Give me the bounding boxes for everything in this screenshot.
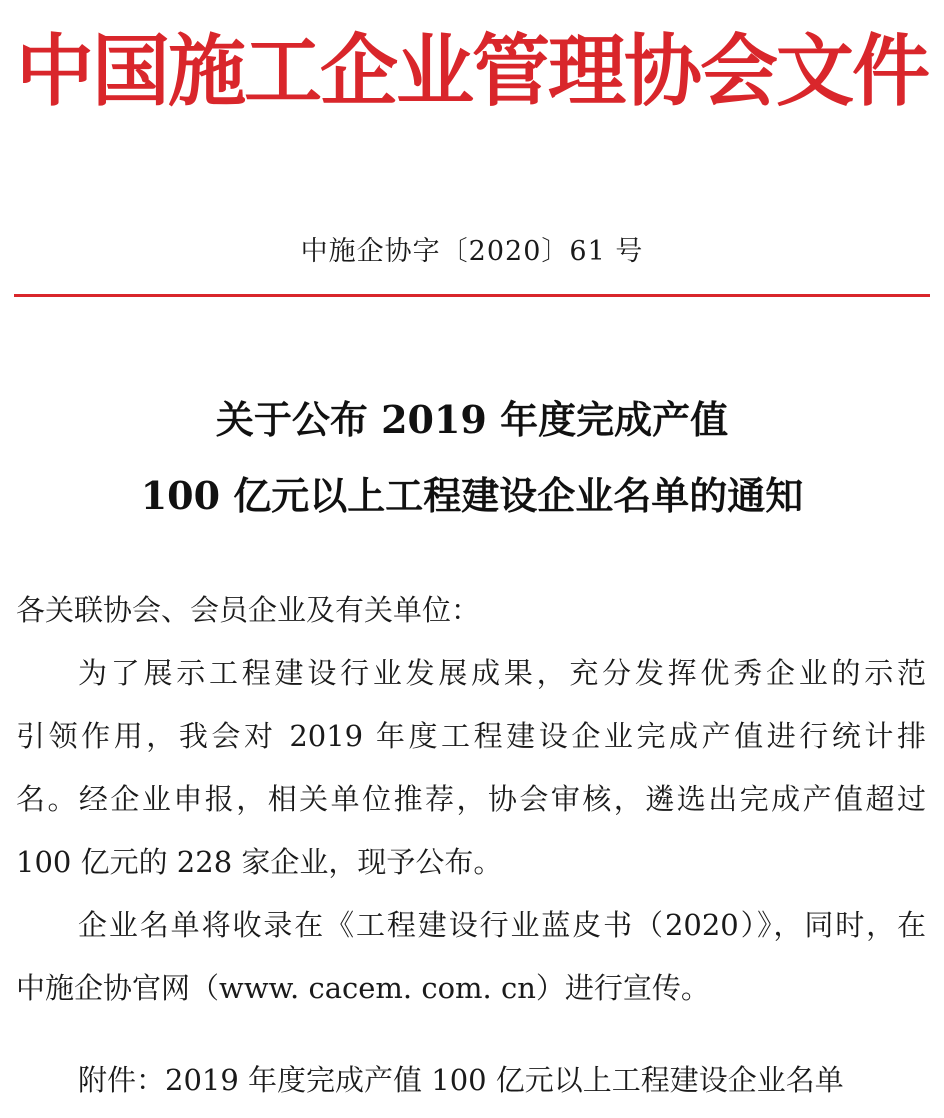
- paragraph-1-line: 名。经企业申报，相关单位推荐，协会审核，遴选出完成产值超过: [16, 782, 926, 816]
- notice-title-line-2: 100 亿元以上工程建设企业名单的通知: [140, 473, 804, 518]
- attachment-line: 附件：2019 年度完成产值 100 亿元以上工程建设企业名单: [78, 1063, 844, 1097]
- paragraph-2-line: 中施企协官网（www. cacem. com. cn）进行宣传。: [16, 971, 710, 1005]
- notice-title-line-1: 关于公布 2019 年度完成产值: [215, 397, 729, 442]
- salutation: 各关联协会、会员企业及有关单位：: [16, 593, 481, 627]
- issuer-title: 中国施工企业管理协会文件: [15, 26, 928, 117]
- paragraph-2-line: 企业名单将收录在《工程建设行业蓝皮书（2020）》，同时，在: [78, 908, 926, 942]
- paragraph-1-line: 为了展示工程建设行业发展成果，充分发挥优秀企业的示范: [78, 656, 926, 690]
- paragraph-1-line: 引领作用，我会对 2019 年度工程建设企业完成产值进行统计排: [16, 719, 926, 753]
- paragraph-1-line: 100 亿元的 228 家企业，现予公布。: [16, 845, 503, 879]
- header-divider: [14, 294, 930, 297]
- document-number: 中施企协字〔2020〕61 号: [300, 236, 644, 267]
